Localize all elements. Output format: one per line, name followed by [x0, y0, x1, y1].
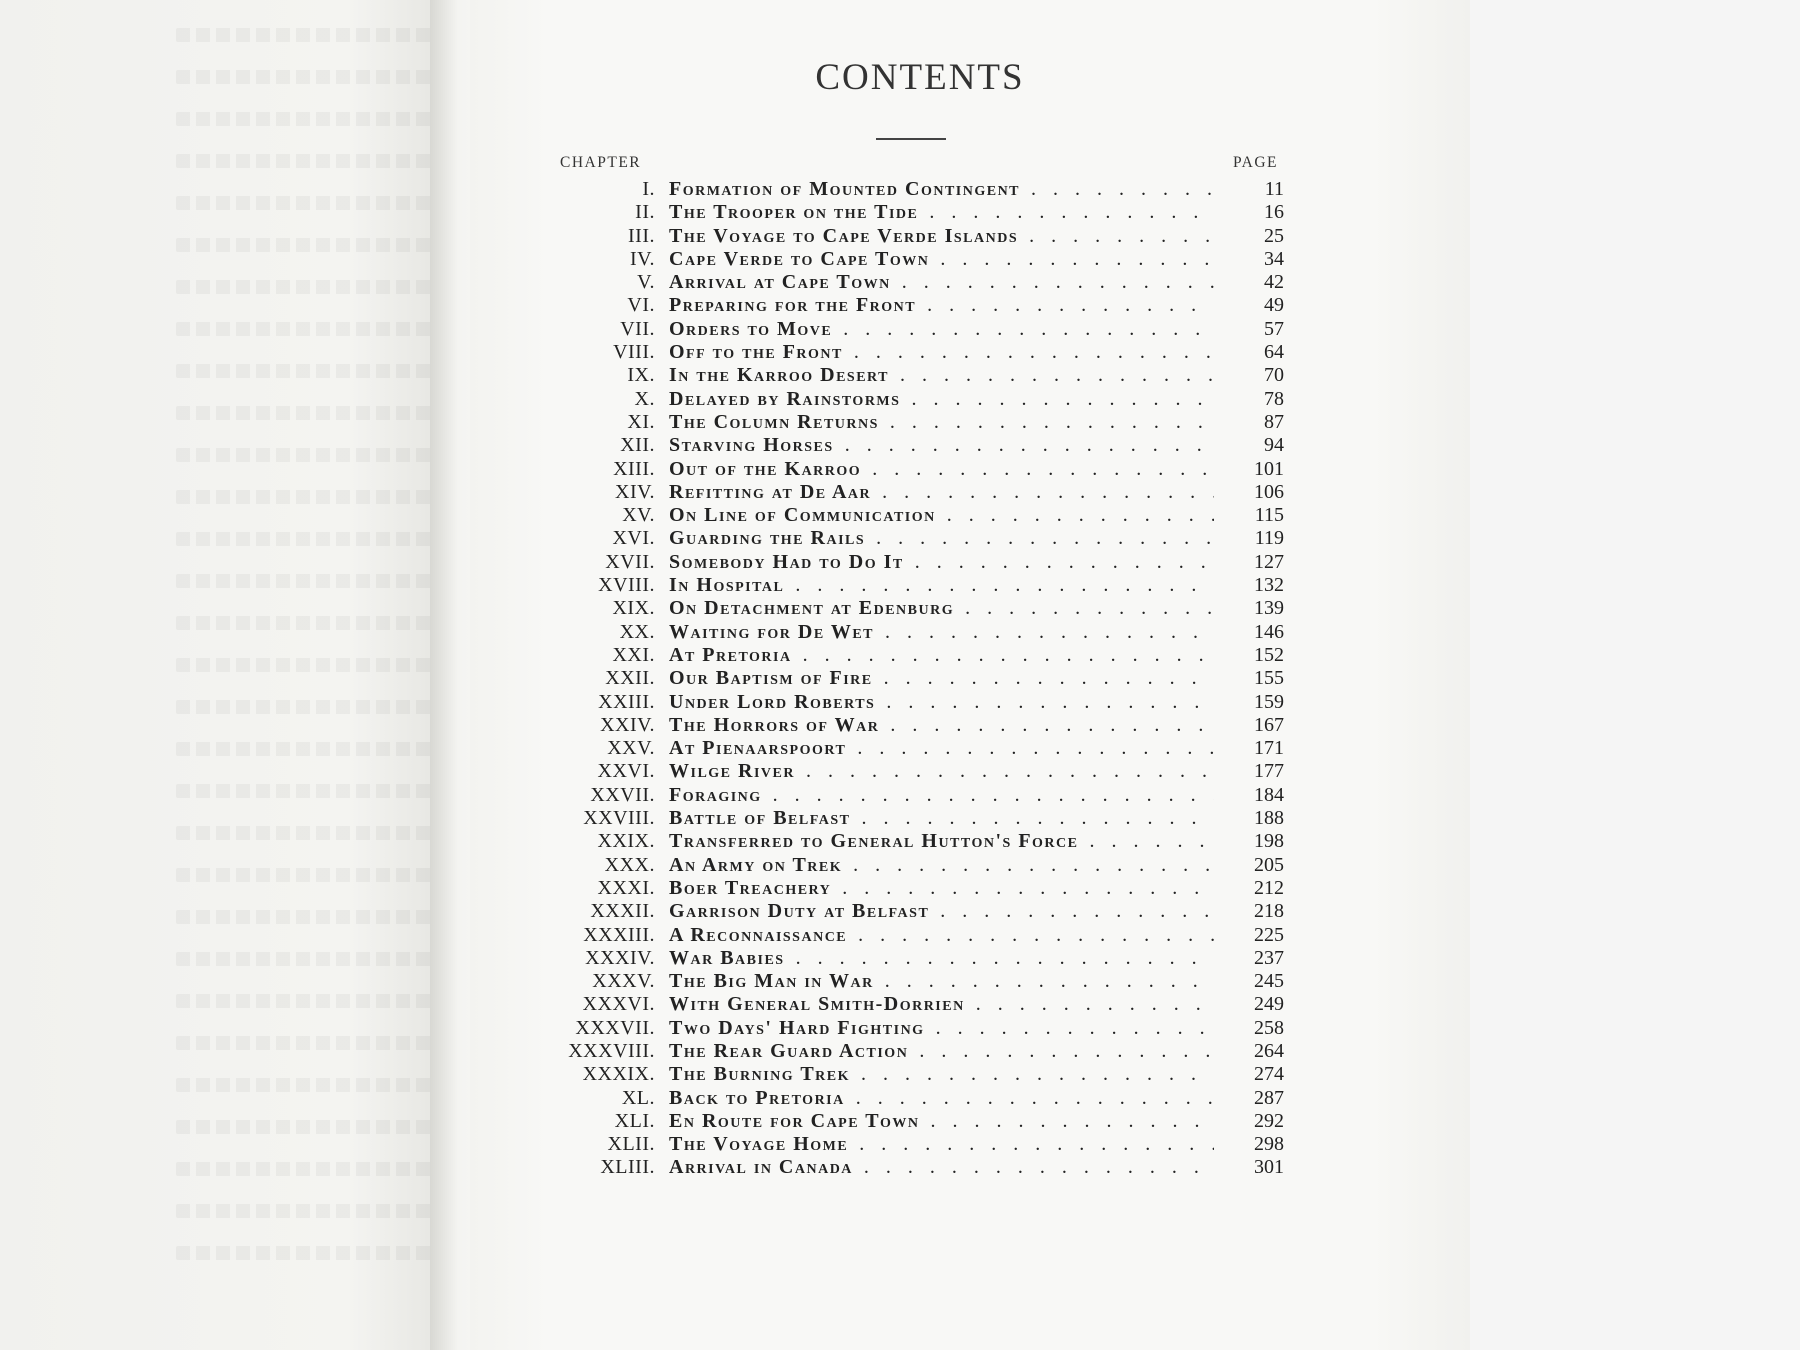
page-number: 64 — [1264, 341, 1284, 364]
show-through-line — [0, 586, 436, 587]
page-number: 78 — [1264, 387, 1284, 410]
chapter-title: Refitting at De Aar . . . — [669, 481, 1214, 504]
chapter-title: The Burning Trek . . . — [669, 1063, 1214, 1086]
show-through-line — [0, 124, 436, 125]
chapter-title: On Detachment at Edenburg . . . — [669, 597, 1214, 620]
page-number: 127 — [1254, 550, 1284, 573]
page-number: 49 — [1264, 294, 1284, 317]
page-number: 42 — [1264, 271, 1284, 294]
chapter-number: III. — [628, 224, 655, 247]
chapter-number: XXI. — [612, 643, 655, 666]
page-number: 287 — [1254, 1086, 1284, 1109]
page-number: 218 — [1254, 900, 1284, 923]
contents-row — [500, 481, 1340, 504]
chapter-title: Garrison Duty at Belfast . . . — [669, 900, 1214, 923]
page-column-header: PAGE — [1232, 154, 1278, 171]
contents-row — [500, 1040, 1340, 1063]
show-through-line — [0, 334, 436, 335]
table-of-contents — [500, 50, 1340, 1230]
show-through-line — [0, 376, 436, 377]
contents-row — [500, 1087, 1340, 1110]
page-number: 70 — [1264, 364, 1284, 387]
chapter-number: XV. — [622, 504, 655, 527]
chapter-title: Battle of Belfast . . . — [669, 807, 1214, 830]
chapter-number: XVI. — [612, 527, 655, 550]
chapter-title: Waiting for De Wet . . . — [669, 621, 1214, 644]
chapter-number: XXXVI. — [582, 993, 655, 1016]
chapter-title: Transferred to General Hutton's Force . . . — [669, 830, 1214, 853]
chapter-number: XI. — [627, 410, 655, 433]
contents-row — [500, 597, 1340, 620]
page-number: 292 — [1254, 1109, 1284, 1132]
show-through-line — [0, 1048, 436, 1049]
chapter-title: Guarding the Rails . . . — [669, 527, 1214, 550]
contents-row — [500, 1063, 1340, 1086]
contents-row — [500, 1110, 1340, 1133]
chapter-title: At Pretoria . . . — [669, 644, 1214, 667]
contents-row — [500, 201, 1340, 224]
chapter-number: XXXIII. — [583, 923, 655, 946]
chapter-title: Cape Verde to Cape Town . . . — [669, 248, 1214, 271]
chapter-number: XXIII. — [598, 690, 655, 713]
page-number: 115 — [1254, 504, 1284, 527]
page-number: 25 — [1264, 224, 1284, 247]
background-surface — [1470, 0, 1800, 1350]
page-number: 298 — [1254, 1133, 1284, 1156]
chapter-title: On Line of Communication . . . — [669, 504, 1214, 527]
chapter-number: XVII. — [605, 550, 655, 573]
chapter-number: XXXVIII. — [568, 1039, 655, 1062]
contents-row — [500, 1133, 1340, 1156]
contents-row — [500, 434, 1340, 457]
show-through-line — [0, 544, 436, 545]
chapter-number: XXII. — [605, 667, 655, 690]
chapter-number: XLI. — [614, 1109, 655, 1132]
chapter-title: Under Lord Roberts . . . — [669, 691, 1214, 714]
chapter-number: XXXI. — [597, 876, 655, 899]
chapter-number: XXX. — [604, 853, 655, 876]
chapter-number: XXXV. — [592, 970, 655, 993]
chapter-title: Formation of Mounted Contingent . . . — [669, 178, 1214, 201]
chapter-number: XXXIX. — [582, 1063, 655, 1086]
chapter-number: XX. — [619, 620, 655, 643]
page-number: 171 — [1254, 737, 1284, 760]
chapter-title: The Rear Guard Action . . . — [669, 1040, 1214, 1063]
page-number: 101 — [1254, 457, 1284, 480]
page-number: 225 — [1254, 923, 1284, 946]
page-title: CONTENTS — [815, 57, 1025, 98]
chapter-title: The Horrors of War . . . — [669, 714, 1214, 737]
show-through-line — [0, 1258, 436, 1259]
chapter-title: Our Baptism of Fire . . . — [669, 667, 1214, 690]
page-number: 184 — [1254, 783, 1284, 806]
contents-row — [500, 364, 1340, 387]
contents-row — [500, 271, 1340, 294]
chapter-number: VII. — [620, 317, 655, 340]
chapter-number: XVIII. — [598, 574, 655, 597]
chapter-title: Orders to Move . . . — [669, 318, 1214, 341]
show-through-line — [0, 1006, 436, 1007]
chapter-title: Delayed by Rainstorms . . . — [669, 388, 1214, 411]
contents-row — [500, 691, 1340, 714]
page-number: 146 — [1254, 620, 1284, 643]
contents-row — [500, 318, 1340, 341]
contents-row — [500, 1156, 1340, 1179]
chapter-number: IV. — [629, 247, 655, 270]
page-number: 205 — [1254, 853, 1284, 876]
contents-row — [500, 900, 1340, 923]
page-number: 159 — [1254, 690, 1284, 713]
contents-row — [500, 388, 1340, 411]
contents-row — [500, 574, 1340, 597]
chapter-title: War Babies . . . — [669, 947, 1214, 970]
chapter-number: IX. — [627, 364, 655, 387]
chapter-number: V. — [637, 271, 655, 294]
chapter-title: The Trooper on the Tide . . . — [669, 201, 1214, 224]
show-through-line — [0, 460, 436, 461]
chapter-title: The Big Man in War . . . — [669, 970, 1214, 993]
chapter-title: At Pienaarspoort . . . — [669, 737, 1214, 760]
chapter-title: Two Days' Hard Fighting . . . — [669, 1017, 1214, 1040]
page-number: 258 — [1254, 1016, 1284, 1039]
contents-row — [500, 830, 1340, 853]
page-number: 198 — [1254, 830, 1284, 853]
contents-row — [500, 341, 1340, 364]
contents-row — [500, 294, 1340, 317]
show-through-line — [0, 670, 436, 671]
chapter-number: XXIV. — [600, 713, 655, 736]
page-number: 167 — [1254, 713, 1284, 736]
chapter-title: Starving Horses . . . — [669, 434, 1214, 457]
chapter-number: XXXVII. — [575, 1016, 655, 1039]
page-number: 152 — [1254, 643, 1284, 666]
chapter-number: I. — [642, 178, 655, 200]
chapter-number: XII. — [620, 434, 655, 457]
show-through-line — [0, 292, 436, 293]
left-page-show-through-text — [0, 0, 436, 1350]
show-through-line — [0, 82, 436, 83]
chapter-number: XXIX. — [597, 830, 655, 853]
chapter-title: A Reconnaissance . . . — [669, 924, 1214, 947]
show-through-line — [0, 754, 436, 755]
page-number: 155 — [1254, 667, 1284, 690]
page-number: 57 — [1264, 317, 1284, 340]
page-number: 94 — [1264, 434, 1284, 457]
chapter-number: VI. — [627, 294, 655, 317]
contents-row — [500, 737, 1340, 760]
contents-row — [500, 807, 1340, 830]
chapter-number: VIII. — [613, 341, 655, 364]
chapter-number: XXVI. — [597, 760, 655, 783]
chapter-title: Foraging . . . — [669, 784, 1214, 807]
contents-row — [500, 877, 1340, 900]
show-through-line — [0, 838, 436, 839]
chapter-title: Back to Pretoria . . . — [669, 1087, 1214, 1110]
chapter-title: Boer Treachery . . . — [669, 877, 1214, 900]
chapter-title: Somebody Had to Do It . . . — [669, 551, 1214, 574]
chapter-title: Out of the Karroo . . . — [669, 458, 1214, 481]
contents-row — [500, 551, 1340, 574]
chapter-number: XXV. — [607, 737, 655, 760]
chapter-title: An Army on Trek . . . — [669, 854, 1214, 877]
title-rule — [876, 138, 946, 140]
contents-row — [500, 178, 1340, 201]
show-through-line — [0, 250, 436, 251]
page-number: 237 — [1254, 946, 1284, 969]
show-through-line — [0, 712, 436, 713]
show-through-line — [0, 1216, 436, 1217]
page-number: 87 — [1264, 410, 1284, 433]
chapter-number: XIX. — [612, 597, 655, 620]
show-through-line — [0, 418, 436, 419]
chapter-number: XLII. — [607, 1133, 655, 1156]
chapter-title: En Route for Cape Town . . . — [669, 1110, 1214, 1133]
contents-row — [500, 527, 1340, 550]
contents-row — [500, 970, 1340, 993]
page-number: 274 — [1254, 1063, 1284, 1086]
contents-row — [500, 854, 1340, 877]
chapter-title: In Hospital . . . — [669, 574, 1214, 597]
chapter-number: II. — [635, 201, 655, 224]
contents-row — [500, 924, 1340, 947]
page-number: 249 — [1254, 993, 1284, 1016]
show-through-line — [0, 166, 436, 167]
chapter-number: X. — [634, 387, 655, 410]
contents-row — [500, 760, 1340, 783]
chapter-number: XXVII. — [590, 783, 655, 806]
show-through-line — [0, 502, 436, 503]
chapter-title: With General Smith-Dorrien . . . — [669, 993, 1214, 1016]
show-through-line — [0, 964, 436, 965]
chapter-title: The Column Returns . . . — [669, 411, 1214, 434]
page-number: 264 — [1254, 1039, 1284, 1062]
contents-list — [500, 178, 1340, 1180]
chapter-number: XIII. — [613, 457, 655, 480]
show-through-line — [0, 208, 436, 209]
chapter-number: XXXIV. — [585, 946, 655, 969]
chapter-number: XL. — [621, 1086, 655, 1109]
contents-row — [500, 667, 1340, 690]
chapter-number: XXXII. — [590, 900, 655, 923]
contents-row — [500, 248, 1340, 271]
show-through-line — [0, 40, 436, 41]
page-number: 212 — [1254, 876, 1284, 899]
page-number: 132 — [1254, 574, 1284, 597]
page-number: 139 — [1254, 597, 1284, 620]
page-number: 11 — [1264, 178, 1284, 200]
chapter-title: The Voyage Home . . . — [669, 1133, 1214, 1156]
page-number: 119 — [1254, 527, 1284, 550]
chapter-title: In the Karroo Desert . . . — [669, 364, 1214, 387]
chapter-title: Arrival in Canada . . . — [669, 1156, 1214, 1179]
show-through-line — [0, 922, 436, 923]
contents-row — [500, 621, 1340, 644]
contents-row — [500, 504, 1340, 527]
chapter-number: XLIII. — [600, 1156, 655, 1179]
contents-row — [500, 458, 1340, 481]
contents-row — [500, 993, 1340, 1016]
contents-row — [500, 1017, 1340, 1040]
chapter-title: The Voyage to Cape Verde Islands . . . — [669, 225, 1214, 248]
page-number: 188 — [1254, 807, 1284, 830]
show-through-line — [0, 796, 436, 797]
chapter-title: Wilge River . . . — [669, 760, 1214, 783]
chapter-title: Preparing for the Front . . . — [669, 294, 1214, 317]
contents-row — [500, 644, 1340, 667]
show-through-line — [0, 628, 436, 629]
page-number: 106 — [1254, 480, 1284, 503]
page-number: 16 — [1264, 201, 1284, 224]
contents-row — [500, 411, 1340, 434]
chapter-column-header: CHAPTER — [560, 154, 642, 171]
contents-row — [500, 714, 1340, 737]
contents-row — [500, 947, 1340, 970]
show-through-line — [0, 880, 436, 881]
page-number: 177 — [1254, 760, 1284, 783]
show-through-line — [0, 1132, 436, 1133]
contents-row — [500, 784, 1340, 807]
page-number: 34 — [1264, 247, 1284, 270]
show-through-line — [0, 1090, 436, 1091]
contents-row — [500, 225, 1340, 248]
show-through-line — [0, 1174, 436, 1175]
page-number: 301 — [1254, 1156, 1284, 1179]
chapter-number: XIV. — [615, 480, 655, 503]
chapter-number: XXVIII. — [583, 807, 655, 830]
chapter-title: Off to the Front . . . — [669, 341, 1214, 364]
chapter-title: Arrival at Cape Town . . . — [669, 271, 1214, 294]
page-number: 245 — [1254, 970, 1284, 993]
